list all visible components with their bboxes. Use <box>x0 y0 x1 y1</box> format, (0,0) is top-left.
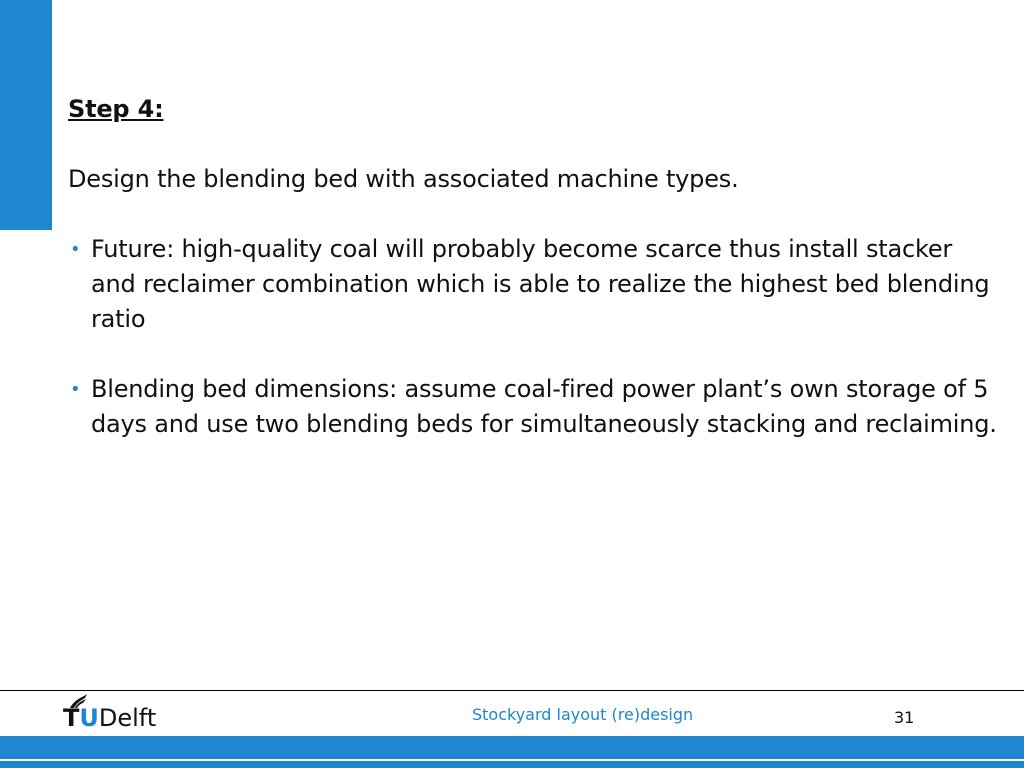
page-number: 31 <box>894 708 915 727</box>
bullet-text: Future: high-quality coal will probably become scarce thus install stacker and reclaimer combination which is able to realize the highest bed blending ratio <box>91 235 990 333</box>
bullet-text: Blending bed dimensions: assume coal-fired power plant’s own storage of 5 days and use two blending beds for simultaneously stacking and reclaiming. <box>91 375 997 438</box>
bullet-icon: • <box>70 379 81 400</box>
footer-divider <box>0 690 1024 691</box>
slide-content <box>68 92 998 477</box>
bottom-stripe <box>0 759 1024 761</box>
bottom-band <box>0 736 1024 768</box>
logo-letter-u: U <box>79 704 99 732</box>
bullet-item <box>68 232 998 337</box>
bullet-item <box>68 372 998 442</box>
slide-intro: Design the blending bed with associated machine types. <box>68 165 739 193</box>
tu-delft-logo <box>63 693 173 735</box>
logo-delft: Delft <box>98 704 157 732</box>
logo-letter-t: T <box>63 704 80 732</box>
accent-bar <box>0 0 52 230</box>
logo-wordmark <box>63 703 156 733</box>
slide-heading: Step 4: <box>68 95 164 123</box>
bullet-icon: • <box>70 239 81 260</box>
bullet-list <box>68 232 998 442</box>
footer-title: Stockyard layout (re)design <box>472 705 694 724</box>
